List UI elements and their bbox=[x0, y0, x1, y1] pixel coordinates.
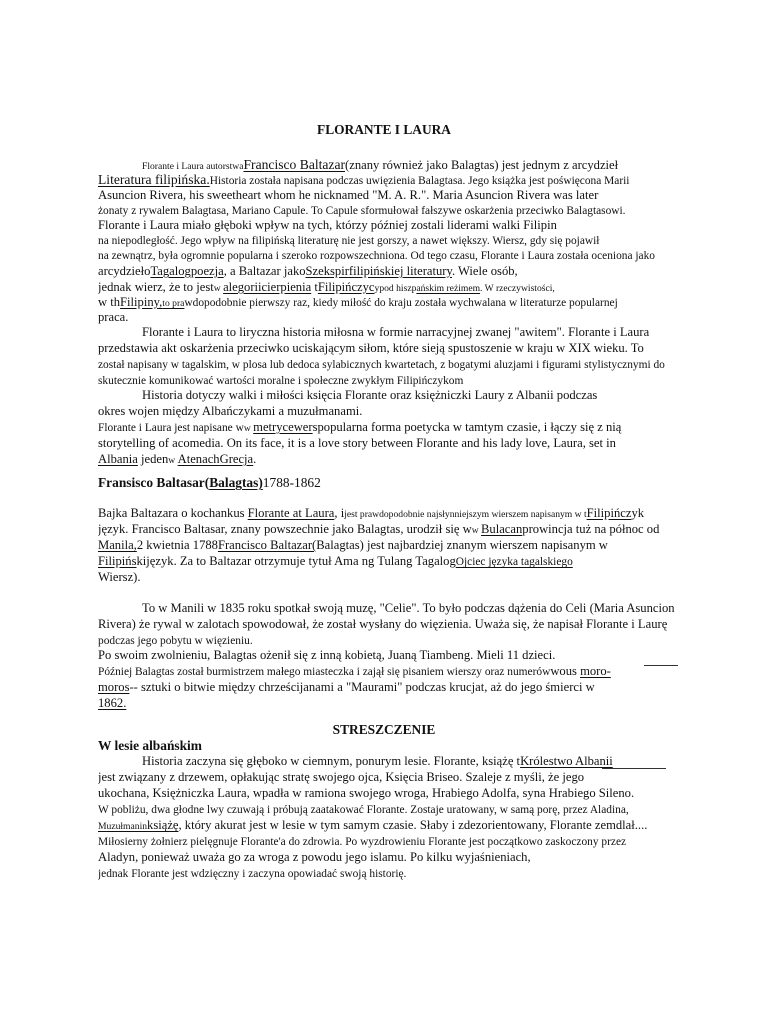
text-run: przedstawia akt oskarżenia przeciwko uciskającym siłom, które sieją spustoszenie w kraju w XIX wieku. To bbox=[98, 341, 644, 355]
underline-rule bbox=[602, 768, 666, 769]
text-run: Ojciec języka tagalskiego bbox=[455, 556, 573, 568]
text-line bbox=[98, 695, 682, 711]
text-run: Florante i Laura to liryczna historia miłosna w formie narracyjnej zwanej "awitem". Florante i Laura bbox=[142, 325, 650, 339]
text-line bbox=[142, 387, 682, 403]
text-run: poezja bbox=[190, 264, 224, 278]
chapter-subheading: W lesie albańskim bbox=[98, 738, 202, 753]
text-run: Wiersz). bbox=[98, 570, 141, 584]
text-run: Szekspir bbox=[305, 264, 349, 278]
text-line bbox=[98, 801, 682, 818]
text-line bbox=[98, 769, 682, 785]
text-line bbox=[98, 263, 682, 279]
text-line bbox=[98, 833, 682, 850]
text-run: , który akurat jest w lesie w tym samym czasie. Słaby i zdezorientowany, Florante zemdlał.... bbox=[178, 818, 648, 832]
text-run: (znany również jako Balagtas) jest jednym z arcydzieł bbox=[345, 158, 619, 172]
text-run: Aladyn, ponieważ uważa go za wroga z powodu jego islamu. Po kilku wyjaśnieniach, bbox=[98, 850, 531, 864]
summary-heading: STRESZCZENIE bbox=[332, 722, 436, 737]
text-run: Królestwo Albanii bbox=[520, 754, 613, 768]
text-run: To w Manili w 1835 roku spotkał swoją muzę, "Celie". To było podczas dążenia do Celi (Maria Asuncion bbox=[142, 601, 675, 615]
text-run: pod hiszp bbox=[379, 283, 417, 294]
text-run: Tagalog bbox=[150, 264, 191, 278]
text-run: na zewnątrz, była ogromnie popularna i szeroko rozpowszechniona. Od tego czasu, Florante i Laura została oceniona jako bbox=[98, 250, 655, 262]
text-run: Filipińczyc bbox=[317, 280, 375, 294]
text-run: 1862. bbox=[98, 696, 127, 710]
text-run: -- sztuki o bitwie między chrześcijanami a "Maurami" podczas krucjat, aż do jego śmierci w bbox=[129, 680, 595, 694]
text-run: wdopodobnie pierwszy raz, kiedy miłość do kraju została wychwalana w literaturze popularnej bbox=[184, 297, 618, 309]
text-run: Francisco Baltazar( bbox=[217, 538, 317, 552]
text-run: . Wiele osób, bbox=[451, 264, 518, 278]
text-run: icierpienia bbox=[258, 280, 312, 294]
text-run: Bajka Baltazara o kochankus bbox=[98, 506, 248, 520]
text-run: Balagtas) jest najbardziej znanym wierszem napisanym w bbox=[316, 538, 608, 552]
text-run: arcydzieło bbox=[98, 264, 151, 278]
text-run: . W rzeczywistości, bbox=[480, 283, 555, 294]
text-run: Florante at Laura bbox=[247, 506, 335, 520]
text-run: ukochana, Księżniczka Laura, wpadła w ramiona swojego wroga, Hrabiego Adolfa, syna Hrabiego Sileno. bbox=[98, 786, 635, 800]
text-run: . bbox=[253, 452, 257, 466]
heading-run: Fransisco Baltasar( bbox=[98, 475, 210, 490]
text-line bbox=[98, 435, 682, 451]
text-run: Florante i Laura jest napisane w bbox=[98, 422, 244, 434]
text-line bbox=[98, 247, 682, 264]
text-line bbox=[98, 647, 682, 663]
text-run: żonaty z rywalem Balagtasa, Mariano Capule. To Capule sformułował fałszywe oskarżenia przeciwko Balagtasowi. bbox=[98, 205, 626, 217]
text-run: podczas jego pobytu w więzieniu. bbox=[98, 635, 253, 647]
text-run: został napisany w tagalskim, w plosa lub dedoca sylabicznych kwartetach, z bogatymi aluzjami i figurami stylistycznymi do bbox=[98, 359, 665, 371]
text-run: jednak wierz, że to jest bbox=[98, 280, 214, 294]
text-line bbox=[98, 403, 682, 419]
text-line bbox=[98, 865, 682, 882]
author-heading bbox=[98, 475, 321, 491]
text-run: Bulacan bbox=[481, 522, 523, 536]
text-run: Muzułmanin bbox=[98, 821, 148, 832]
text-line bbox=[98, 356, 682, 373]
text-line bbox=[98, 217, 682, 233]
underline-rule bbox=[644, 665, 678, 666]
text-run: Albania bbox=[98, 452, 138, 466]
text-line bbox=[98, 309, 682, 325]
text-line bbox=[98, 537, 682, 553]
heading-run: Balagtas) bbox=[209, 475, 263, 490]
author-heading-name bbox=[98, 475, 263, 490]
text-run: Asuncion Rivera, his sweetheart whom he nicknamed "M. A. R.". Maria Asuncion Rivera was later bbox=[98, 188, 599, 202]
text-run: książę bbox=[147, 818, 179, 832]
text-run: W pobliżu, dwa głodne lwy czuwają i próbują zaatakować Florante. Zostaje uratowany, w samą porę, przez Aladina, bbox=[98, 804, 629, 816]
text-run: Historia dotyczy walki i miłości księcia Florante oraz księżniczki Laury z Albanii podczas bbox=[142, 388, 598, 402]
text-run: prowincja tuż na północ od bbox=[522, 522, 660, 536]
text-run: Rivera) że rywal w zalotach spowodował, że został wysłany do więzienia. Uważa się, że napisał Florante i Laurę bbox=[98, 617, 668, 631]
text-run: spopularna forma poetycka w tamtym czasie, i łączy się z nią bbox=[312, 420, 622, 434]
text-run: w bbox=[168, 455, 178, 466]
text-run: moros bbox=[98, 680, 130, 694]
text-run: Filipiny, bbox=[120, 295, 163, 309]
text-run: Po swoim zwolnieniu, Balagtas ożenił się z inną kobietą, Juaną Tiambeng. Mieli 11 dzieci. bbox=[98, 648, 556, 662]
text-line bbox=[98, 553, 682, 570]
text-run: y bbox=[374, 283, 380, 294]
text-run: w bbox=[471, 525, 482, 536]
text-run: Grecja bbox=[219, 452, 254, 466]
text-line bbox=[142, 753, 682, 769]
text-run: Florante i Laura autorstwa bbox=[142, 161, 244, 172]
text-run: język. Francisco Baltasar, znany powszechnie jako Balagtas, urodził się w bbox=[98, 522, 472, 536]
text-line bbox=[142, 324, 682, 340]
text-run: , i bbox=[334, 506, 345, 520]
text-run: Florante i Laura miało głęboki wpływ na tych, którzy później zostali liderami walki Filipin bbox=[98, 218, 557, 232]
text-line bbox=[98, 663, 682, 680]
text-run: jednak Florante jest wdzięczny i zaczyna opowiadać swoją historię. bbox=[98, 868, 407, 880]
text-run: w th bbox=[98, 295, 121, 309]
text-line bbox=[98, 849, 682, 865]
text-run: jest związany z drzewem, opłakując stratę swojego ojca, Księcia Briseo. Szaleje z myśli, że jego bbox=[98, 770, 585, 784]
text-run: filipińskiej literatury bbox=[348, 264, 452, 278]
text-run: na niepodległość. Jego wpływ na filipińską literaturę nie jest gorszy, a nawet większy. Wiersz, gdy się pojawił bbox=[98, 235, 600, 247]
text-run: jeden bbox=[137, 452, 169, 466]
text-line bbox=[98, 187, 682, 203]
text-line bbox=[98, 340, 682, 356]
text-run: metrycewer bbox=[253, 420, 313, 434]
text-run: Miłosierny żołnierz pielęgnuje Florante'a do zdrowia. Po wyzdrowieniu Florante jest początkowo zaskoczony przez bbox=[98, 836, 627, 848]
text-run: kijęzyk. Za to Baltazar otrzymuje tytuł Ama ng Tulang Tagalog bbox=[136, 554, 456, 568]
text-run: okres wojen między Albańczykami a muzułmanami. bbox=[98, 404, 363, 418]
text-run: Francisco Baltazar bbox=[243, 157, 346, 172]
text-run: w bbox=[213, 283, 224, 294]
text-line bbox=[98, 451, 682, 469]
text-run: ańskim reżimem bbox=[416, 283, 481, 294]
text-run: moro- bbox=[580, 664, 611, 678]
text-run: Filipińs bbox=[98, 554, 137, 568]
text-run: Filipińcz bbox=[586, 506, 632, 520]
text-run: 2 kwietnia 1788 bbox=[136, 538, 218, 552]
author-heading-years: 1788-1862 bbox=[262, 475, 321, 490]
text-run: storytelling of acomedia. On its face, it is a love story between Florante and his lady love, Laura, set in bbox=[98, 436, 616, 450]
text-run: Manila, bbox=[98, 538, 137, 552]
text-run: , a Baltazar jako bbox=[223, 264, 306, 278]
text-run: alegori bbox=[223, 280, 259, 294]
text-run: praca. bbox=[98, 310, 129, 324]
text-run: skutecznie komunikować wartości moralne i społeczne zwykłym Filipińczykom bbox=[98, 375, 464, 387]
text-line bbox=[98, 679, 682, 695]
text-run: yk bbox=[631, 506, 645, 520]
text-run: Historia zaczyna się głęboko w ciemnym, ponurym lesie. Florante, książę t bbox=[142, 754, 521, 768]
text-line bbox=[142, 600, 682, 616]
text-run: to pra bbox=[162, 298, 185, 309]
text-run: wous bbox=[550, 664, 581, 678]
text-run: Później Balagtas został burmistrzem małego miasteczka i zajął się pisaniem wierszy oraz numerów bbox=[98, 666, 551, 678]
text-line bbox=[98, 785, 682, 801]
text-line bbox=[98, 569, 682, 585]
text-run: Historia została napisana podczas uwięzienia Balagtasa. Jego książka jest poświęcona Marii bbox=[209, 175, 630, 187]
text-run: Literatura filipińska. bbox=[98, 172, 210, 187]
text-run: jest prawdopodobnie najsłynniejszym wierszem napisanym w t bbox=[344, 509, 587, 520]
text-line bbox=[98, 616, 682, 632]
text-run: Atenach bbox=[177, 452, 220, 466]
text-run: t bbox=[311, 280, 318, 294]
document-title: FLORANTE I LAURA bbox=[317, 122, 451, 137]
text-run: w bbox=[243, 423, 254, 434]
